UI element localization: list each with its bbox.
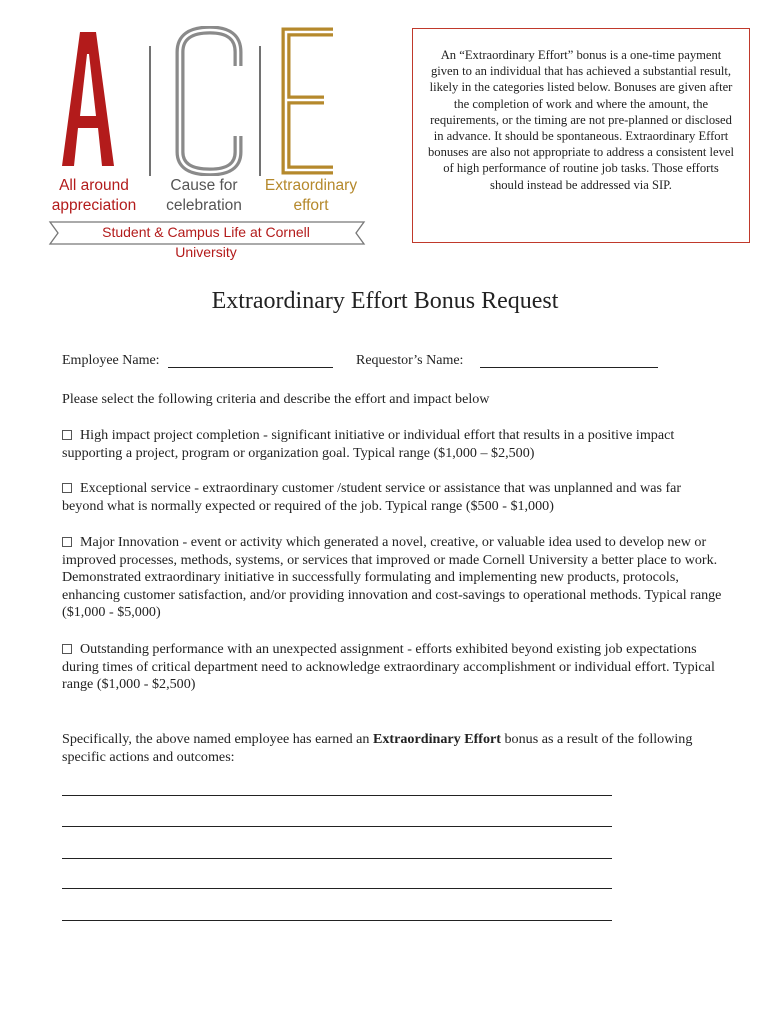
- criteria-item: [62, 641, 722, 694]
- criteria-checkbox-exceptional-service[interactable]: [62, 483, 72, 493]
- answer-line[interactable]: [62, 826, 612, 827]
- ace-letters-graphic: [48, 26, 368, 176]
- answer-line[interactable]: [62, 888, 612, 889]
- criteria-checkbox-high-impact[interactable]: [62, 430, 72, 440]
- criteria-item: [62, 427, 722, 462]
- bonus-info-box: [412, 28, 750, 243]
- instruction-text: Please select the following criteria and describe the effort and impact below: [62, 391, 490, 407]
- statement-text: Specifically, the above named employee has earned an Extraordinary Effort bonus as a result of the following specific actions and outcomes:: [62, 731, 693, 765]
- letter-c: [180, 30, 238, 172]
- answer-line[interactable]: [62, 858, 612, 859]
- logo-caption-a: All around appreciation: [51, 177, 137, 214]
- criteria-checkbox-major-innovation[interactable]: [62, 537, 72, 547]
- criteria-text: Exceptional service - extraordinary customer /student service or assistance that was unplanned and was far beyond what is normally expected or required of the job. Typical range ($500 - $1,000): [62, 480, 682, 514]
- ace-logo: [48, 26, 368, 260]
- bonus-info-text: An “Extraordinary Effort” bonus is a one-time payment given to an individual that has achieved a substantial result, likely in the categories listed below. Bonuses are given after the completion of work and where the amount, the requirements, or the timing are not pre-planned or disclosed in advance. It should be spontaneous. Extraordinary Effort bonuses are also not appropriate to address a consistent level of high performance of routine job tasks. Those efforts should instead be addressed via SIP.: [427, 48, 734, 192]
- answer-line[interactable]: [62, 920, 612, 921]
- employee-name-label: Employee Name:: [62, 353, 160, 368]
- criteria-item: [62, 480, 722, 515]
- names-row: [62, 353, 702, 373]
- employee-name-field[interactable]: [168, 353, 333, 368]
- page-title: Extraordinary Effort Bonus Request: [211, 288, 559, 314]
- criteria-checkbox-outstanding-performance[interactable]: [62, 644, 72, 654]
- answer-line[interactable]: [62, 795, 612, 796]
- criteria-item: [62, 534, 722, 622]
- criteria-text: Outstanding performance with an unexpected assignment - efforts exhibited beyond existing job expectations during times of critical department need to acknowledge extraordinary accomplishment or individual effort. Typical range ($1,000 - $2,500): [62, 641, 715, 693]
- requestor-name-field[interactable]: [480, 353, 658, 368]
- criteria-text: High impact project completion - significant initiative or individual effort that results in a positive impact supporting a project, program or organization goal. Typical range ($1,000 – $2,500): [62, 427, 675, 461]
- statement-bold: Extraordinary Effort: [372, 731, 501, 747]
- logo-banner-text: Student & Campus Life at Cornell University: [102, 224, 310, 260]
- requestor-name-label: Requestor’s Name:: [356, 353, 464, 368]
- logo-caption-c: Cause for celebration: [166, 177, 242, 214]
- logo-caption-e: Extraordinary effort: [264, 177, 358, 214]
- criteria-text: Major Innovation - event or activity which generated a novel, creative, or valuable idea used to develop new or improved processes, methods, systems, or services that improved or made Cornell University a better place to work. Demonstrated extraordinary initiative in successfully formulating and implementing new products, protocols, enhancing customer satisfaction, and/or providing innovation and cost-savings to operational methods. Typical range ($1,000 - $5,000): [62, 534, 722, 621]
